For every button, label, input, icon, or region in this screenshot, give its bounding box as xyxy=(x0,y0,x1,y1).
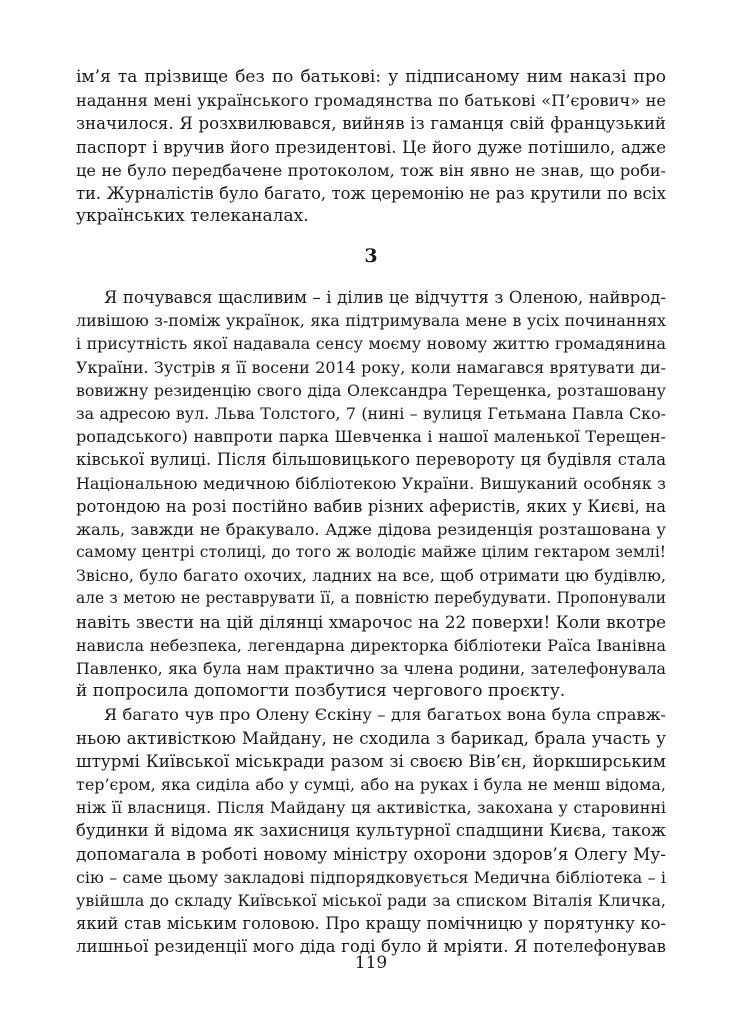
text-line: жаль, завжди не бракувало. Адже дідова резиденція розташована у xyxy=(76,519,666,539)
text-line: будинки й відома як захисниця культурної спадщини Києва, також xyxy=(76,821,666,841)
text-line: і присутність якої надавала сенсу моєму новому життю громадянина xyxy=(76,334,666,354)
text-line: надання мені українського громадянства по батькові «П’єрович» не xyxy=(76,91,666,111)
text-line: лишньої резиденції мого діда годі було й мріяти. Я потелефонував xyxy=(76,937,666,957)
text-line: ротондою на розі постійно вабив різних аферистів, яких у Києві, на xyxy=(76,496,666,516)
text-line: паспорт і вручив його президентові. Це його дуже потішило, адже xyxy=(76,137,666,157)
text-line: ніж її власниця. Після Майдану ця активістка, закохана у старовинні xyxy=(76,798,666,818)
text-line: увійшла до складу Київської міської ради за списком Віталія Кличка, xyxy=(76,890,666,910)
main-text xyxy=(76,286,666,958)
paragraph-2 xyxy=(76,703,666,958)
text-line: ім’я та прізвище без по батькові: у підписаному ним наказі про xyxy=(76,67,666,87)
text-line: ти. Журналістів було багато, тож церемонію не раз крутили по всіх xyxy=(76,183,666,203)
text-line: Павленко, яка була нам практично за члена родини, зателефонувала xyxy=(76,659,666,678)
text-line: штурмі Київської міськради разом зі своєю Вів’єн, йоркширським xyxy=(76,750,666,771)
text-line: Звісно, було багато охочих, ладних на все, щоб отримати цю будівлю, xyxy=(76,566,666,586)
text-line: який став міським головою. Про кращу помічницю у порятунку ко- xyxy=(76,914,666,934)
text-line: ньою активісткою Майдану, не сходила з барикад, брала участь у xyxy=(76,727,666,748)
section-number: 3 xyxy=(364,245,378,267)
page-number: 119 xyxy=(354,953,388,973)
text-line: допомагала в роботі новому міністру охорони здоров’я Олегу Му- xyxy=(76,843,666,864)
text-line: вовижну резиденцію свого діда Олександра Терещенка, розташовану xyxy=(76,380,666,400)
text-line: самому центрі столиці, до того ж володіє майже цілим гектаром землі! xyxy=(76,543,666,562)
text-line: ропадського) навпроти парка Шевченка і нашої маленької Терещен- xyxy=(76,427,666,447)
text-line: тер’єром, яка сиділа або у сумці, або на руках і була не менш відома, xyxy=(76,774,666,794)
text-line: ливішою з-поміж українок, яка підтримувала мене в усіх починаннях xyxy=(76,311,666,331)
text-line: Я почувався щасливим – і ділив це відчуття з Оленою, найврод- xyxy=(104,288,666,307)
text-line: значилося. Я розхвилювався, вийняв із гаманця свій французький xyxy=(76,114,666,134)
text-line: Національною медичною бібліотекою України. Вишуканий особняк з xyxy=(76,473,666,493)
text-line: сію – саме цьому закладові підпорядковується Медична бібліотека – і xyxy=(76,867,666,887)
text-line: але з метою не реставрувати її, а повністю перебудувати. Пропонували xyxy=(76,589,666,608)
text-line: навіть звести на цій ділянці хмарочос на 22 поверхи! Коли вкотре xyxy=(76,611,666,632)
top-paragraph xyxy=(76,66,666,228)
text-line: українських телеканалах. xyxy=(76,206,309,227)
text-line: й попросила допомогти позбутися чергового проєкту. xyxy=(76,681,566,702)
text-line: Я багато чув про Олену Єскіну – для багатьох вона була справж- xyxy=(104,705,666,725)
paragraph-1 xyxy=(76,286,666,703)
text-line: України. Зустрів я її восени 2014 року, коли намагався врятувати ди- xyxy=(76,357,666,377)
text-line: це не було передбачене протоколом, тож він явно не знав, що роби- xyxy=(76,160,666,180)
text-line: нависла небезпека, легендарна директорка бібліотеки Раїса Іванівна xyxy=(76,635,666,655)
text-line: за адресою вул. Льва Толстого, 7 (нині – вулиця Гетьмана Павла Ско- xyxy=(76,403,666,423)
text-line: ківської вулиці. Після більшовицького перевороту ця будівля стала xyxy=(76,450,666,470)
